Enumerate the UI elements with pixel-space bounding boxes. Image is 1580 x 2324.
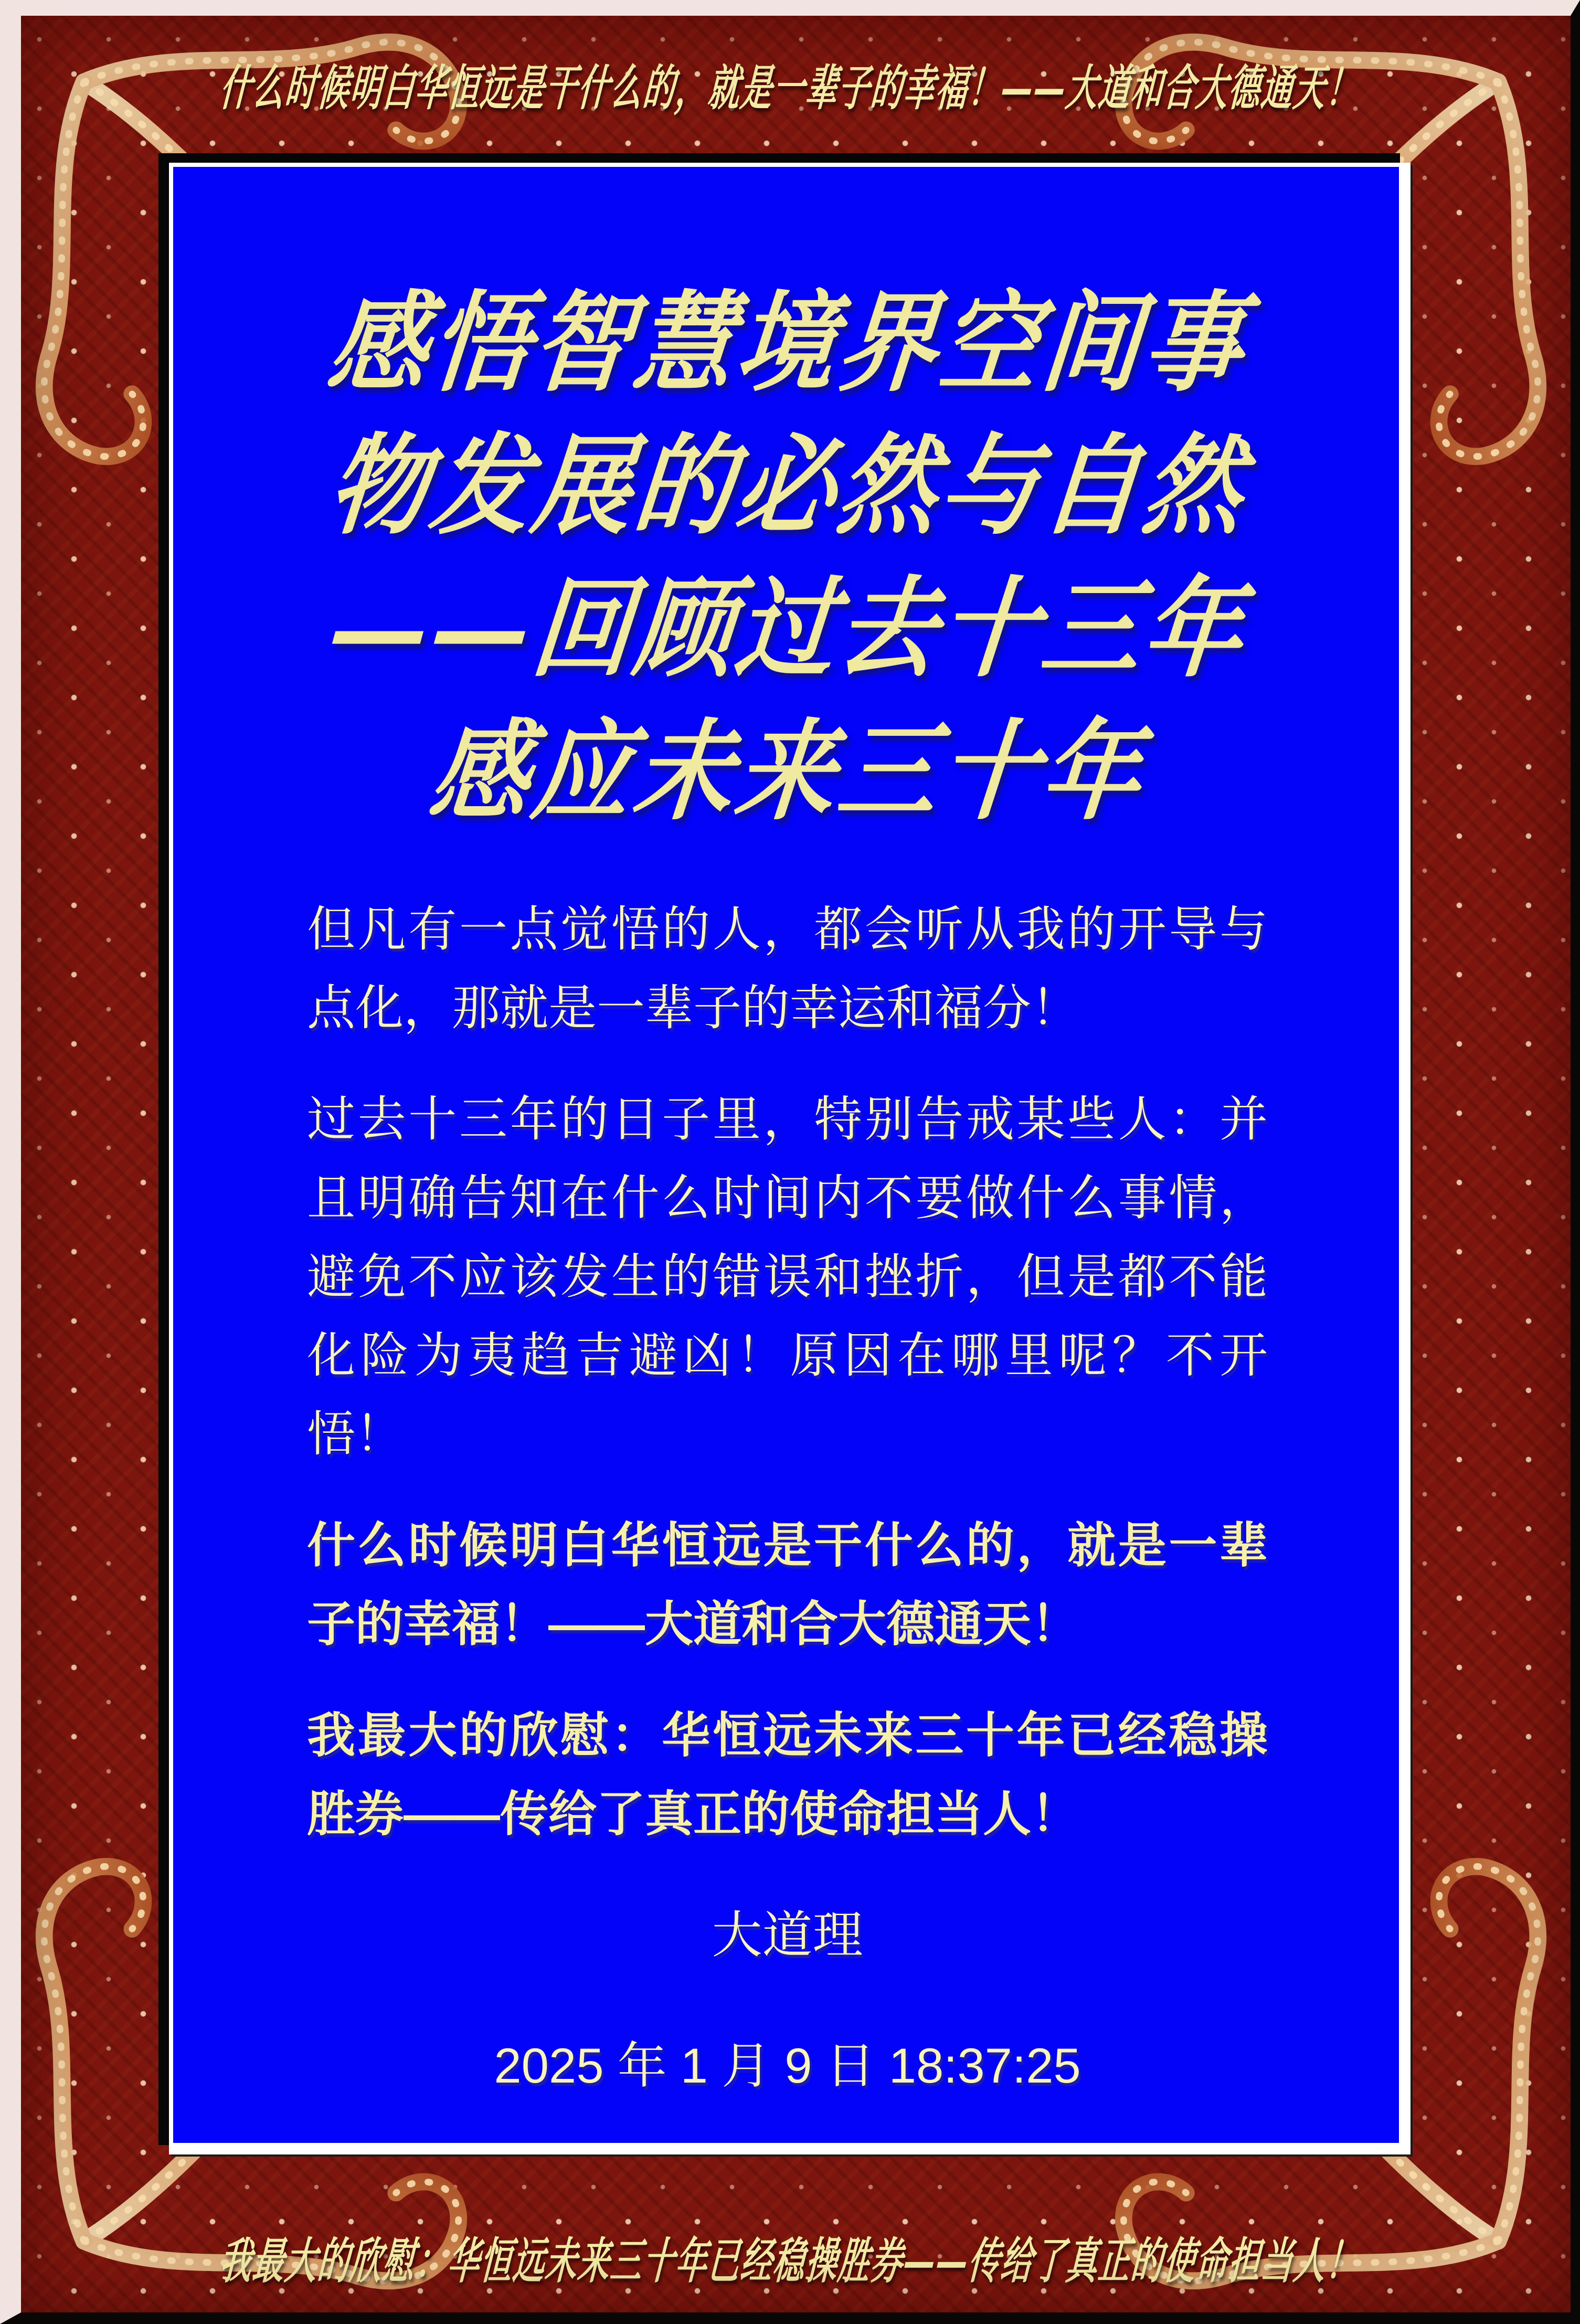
blue-panel [169, 163, 1411, 2154]
title-line-4: 感应未来三十年 [425, 707, 1150, 835]
poster-title [307, 272, 1268, 843]
bottom-banner-text: 我最大的欣慰：华恒远未来三十年已经稳操胜券——传给了真正的使命担当人！ [217, 2233, 1362, 2290]
signature: 大道理 [712, 1907, 863, 1963]
top-banner-text: 什么时候明白华恒远是干什么的，就是一辈子的幸福！——大道和合大德通天！ [217, 60, 1362, 117]
panel-content [173, 167, 1399, 2143]
poster-paragraph: 但凡有一点觉悟的人，都会听从我的开导与点化，那就是一辈子的幸运和福分！ [307, 903, 1268, 1035]
title-line-2: 物发展的必然与自然 [323, 421, 1252, 550]
poster-paragraph-bold: 什么时候明白华恒远是干什么的，就是一辈子的幸福！——大道和合大德通天！ [307, 1519, 1268, 1651]
title-line-3: ——回顾过去十三年 [323, 564, 1252, 692]
poster-paragraph: 过去十三年的日子里，特别告戒某些人：并且明确告知在什么时间内不要做什么事情，避免不应该发生的错误和挫折，但是都不能化险为夷趋吉避凶！原因在哪里呢？不开悟！ [307, 1093, 1268, 1461]
title-line-1: 感悟智慧境界空间事 [323, 279, 1252, 407]
datetime: 2025 年 1 月 9 日 18:37:25 [494, 2038, 1081, 2093]
poster-paragraph-bold: 我最大的欣慰：华恒远未来三十年已经稳操胜券——传给了真正的使命担当人！ [307, 1709, 1268, 1841]
